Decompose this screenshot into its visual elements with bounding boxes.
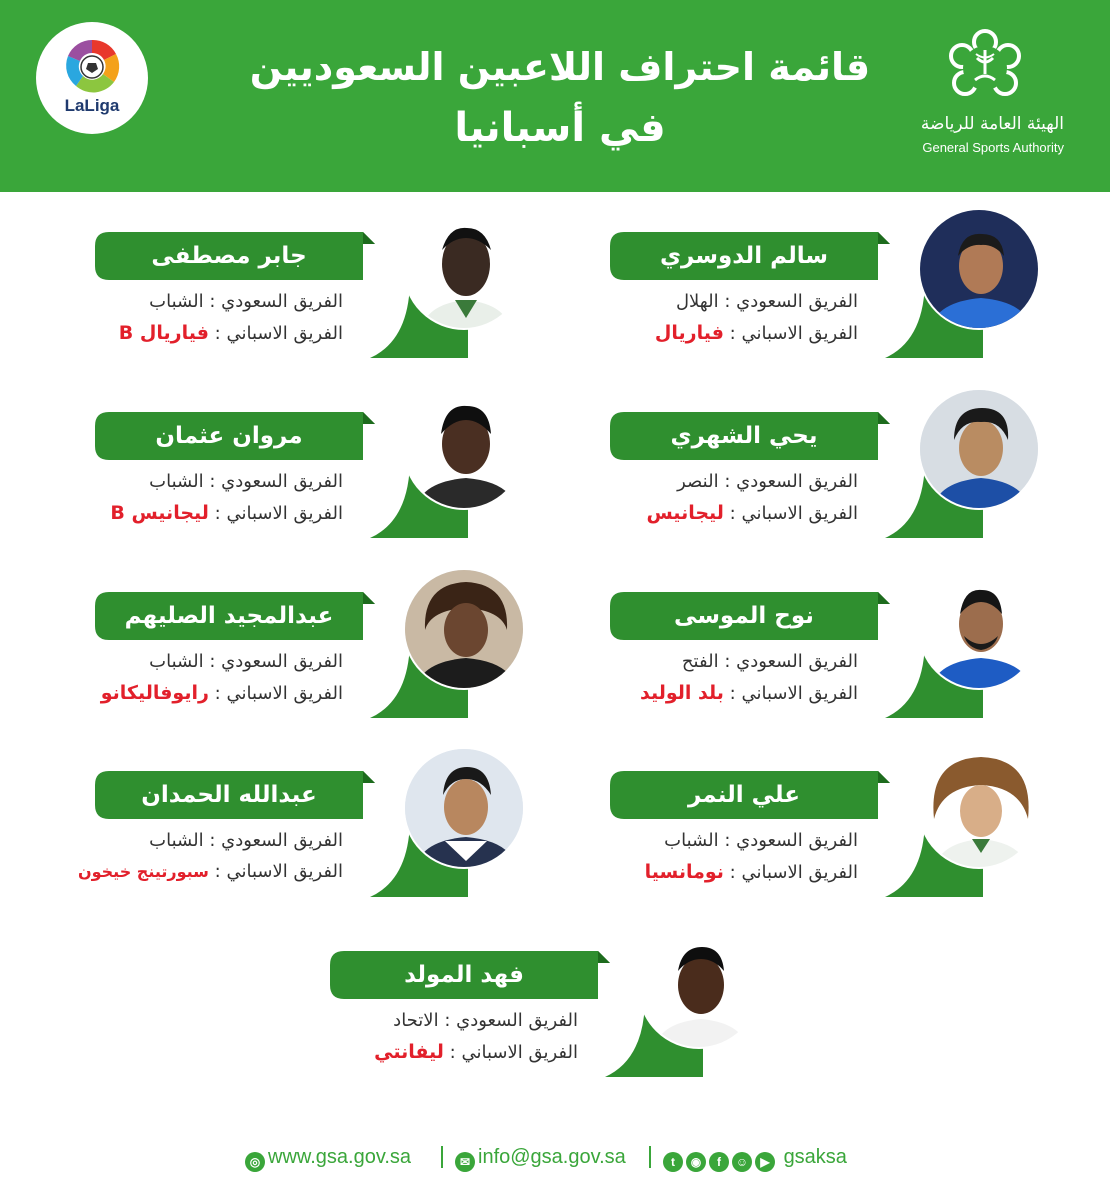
spanish-club-label: الفريق الاسباني : xyxy=(449,1042,578,1063)
footer-divider xyxy=(649,1146,651,1168)
spanish-club-value: ليفانتي xyxy=(374,1041,444,1063)
spanish-club-line xyxy=(600,502,858,524)
laliga-swirl-icon xyxy=(60,36,124,96)
player-name: عبدالله الحمدان xyxy=(141,782,317,808)
spanish-club-value: فياريال B xyxy=(118,322,209,344)
spanish-club-line xyxy=(600,322,858,344)
instagram-icon[interactable]: ◉ xyxy=(686,1152,706,1172)
saudi-club-label: الفريق السعودي : xyxy=(724,651,858,672)
spanish-club-label: الفريق الاسباني : xyxy=(214,683,343,704)
social-links xyxy=(663,1142,847,1172)
player-card xyxy=(320,922,800,1072)
page-title-line1: قائمة احتراف اللاعبين السعوديين xyxy=(249,45,871,89)
player-photo-icon xyxy=(640,929,760,1049)
spanish-club-label: الفريق الاسباني : xyxy=(214,323,343,344)
player-photo-icon xyxy=(405,390,525,510)
spanish-club-line xyxy=(77,861,343,882)
saudi-club-label: الفريق السعودي : xyxy=(444,1010,578,1031)
twitter-icon[interactable]: t xyxy=(663,1152,683,1172)
player-name: جابر مصطفى xyxy=(151,243,307,269)
saudi-club-value: الفتح xyxy=(681,651,719,672)
player-card xyxy=(85,563,565,713)
player-photo xyxy=(403,568,525,690)
player-photo xyxy=(918,747,1040,869)
player-photo xyxy=(403,388,525,510)
player-photo-icon xyxy=(920,749,1040,869)
player-card xyxy=(85,383,565,533)
player-name: عبدالمجيد الصليهم xyxy=(124,603,334,629)
player-name: سالم الدوسري xyxy=(659,243,829,269)
saudi-club-label: الفريق السعودي : xyxy=(724,291,858,312)
saudi-club-label: الفريق السعودي : xyxy=(209,291,343,312)
saudi-club-label: الفريق السعودي : xyxy=(209,651,343,672)
spanish-club-label: الفريق الاسباني : xyxy=(729,683,858,704)
footer-contact-bar xyxy=(245,1142,885,1172)
player-name: نوح الموسى xyxy=(674,603,814,629)
saudi-club-line xyxy=(85,471,343,492)
spanish-club-label: الفريق الاسباني : xyxy=(729,503,858,524)
spanish-club-value: ليجانيس B xyxy=(110,502,209,524)
player-name: يحي الشهري xyxy=(670,423,818,449)
email-text: info@gsa.gov.sa xyxy=(478,1146,626,1168)
saudi-club-line xyxy=(320,1010,578,1031)
player-photo xyxy=(918,208,1040,330)
snapchat-icon[interactable]: ☺ xyxy=(732,1152,752,1172)
spanish-club-value: بلد الوليد xyxy=(640,682,724,704)
player-name: فهد المولد xyxy=(404,962,524,988)
player-photo-icon xyxy=(920,570,1040,690)
saudi-club-label: الفريق السعودي : xyxy=(724,830,858,851)
youtube-icon[interactable]: ▶ xyxy=(755,1152,775,1172)
laliga-wordmark: LaLiga xyxy=(64,96,120,115)
website-link[interactable] xyxy=(245,1142,411,1172)
player-photo-icon xyxy=(920,210,1040,330)
player-photo xyxy=(403,208,525,330)
player-card xyxy=(600,563,1080,713)
saudi-club-label: الفريق السعودي : xyxy=(724,471,858,492)
facebook-icon[interactable]: f xyxy=(709,1152,729,1172)
spanish-club-line xyxy=(600,682,858,704)
player-card xyxy=(85,203,565,353)
saudi-club-line xyxy=(600,471,858,492)
spanish-club-line xyxy=(320,1041,578,1063)
footer-divider xyxy=(441,1146,443,1168)
player-name: علي النمر xyxy=(687,782,800,808)
player-photo-icon xyxy=(405,210,525,330)
player-photo xyxy=(918,568,1040,690)
spanish-club-line xyxy=(600,861,858,883)
saudi-club-value: الشباب xyxy=(664,830,719,851)
spanish-club-value: ليجانيس xyxy=(646,502,724,524)
saudi-club-value: الشباب xyxy=(149,830,204,851)
spanish-club-line xyxy=(85,682,343,704)
player-photo xyxy=(638,927,760,1049)
saudi-club-line xyxy=(85,651,343,672)
saudi-club-line xyxy=(85,830,343,851)
spanish-club-value: رايوفاليكانو xyxy=(100,682,209,704)
saudi-club-value: الهلال xyxy=(675,291,719,312)
email-link[interactable] xyxy=(455,1142,626,1172)
spanish-club-label: الفريق الاسباني : xyxy=(729,862,858,883)
spanish-club-line xyxy=(85,502,343,524)
gsa-name-arabic: الهيئة العامة للرياضة xyxy=(920,114,1064,134)
laliga-logo xyxy=(36,22,148,134)
player-photo-icon xyxy=(405,570,525,690)
saudi-club-value: الاتحاد xyxy=(393,1010,439,1031)
saudi-club-value: الشباب xyxy=(149,471,204,492)
saudi-club-label: الفريق السعودي : xyxy=(209,471,343,492)
mail-icon: ✉ xyxy=(455,1152,475,1172)
saudi-club-value: الشباب xyxy=(149,651,204,672)
player-photo-icon xyxy=(405,749,525,869)
saudi-club-line xyxy=(600,291,858,312)
header-banner xyxy=(0,0,1110,192)
player-name: مروان عثمان xyxy=(155,423,303,449)
player-card xyxy=(77,742,565,892)
saudi-club-value: الشباب xyxy=(149,291,204,312)
website-text: www.gsa.gov.sa xyxy=(268,1146,412,1168)
page-title-line2: في أسبانيا xyxy=(454,105,666,151)
spanish-club-value: سبورتينج خيخون xyxy=(77,862,209,881)
player-photo-icon xyxy=(920,390,1040,510)
saudi-club-line xyxy=(600,830,858,851)
saudi-club-value: النصر xyxy=(677,471,719,492)
player-card xyxy=(600,742,1080,892)
saudi-club-label: الفريق السعودي : xyxy=(209,830,343,851)
spanish-club-value: نومانسيا xyxy=(644,861,724,883)
player-photo xyxy=(918,388,1040,510)
player-card xyxy=(600,203,1080,353)
spanish-club-line xyxy=(85,322,343,344)
spanish-club-label: الفريق الاسباني : xyxy=(214,861,343,882)
gsa-emblem-icon xyxy=(945,28,1025,108)
player-photo xyxy=(403,747,525,869)
saudi-club-line xyxy=(600,651,858,672)
spanish-club-value: فياريال xyxy=(654,322,724,344)
social-handle: gsaksa xyxy=(783,1146,847,1168)
gsa-name-english: General Sports Authority xyxy=(922,140,1064,155)
globe-icon: ◎ xyxy=(245,1152,265,1172)
spanish-club-label: الفريق الاسباني : xyxy=(214,503,343,524)
saudi-club-line xyxy=(85,291,343,312)
spanish-club-label: الفريق الاسباني : xyxy=(729,323,858,344)
player-card xyxy=(600,383,1080,533)
